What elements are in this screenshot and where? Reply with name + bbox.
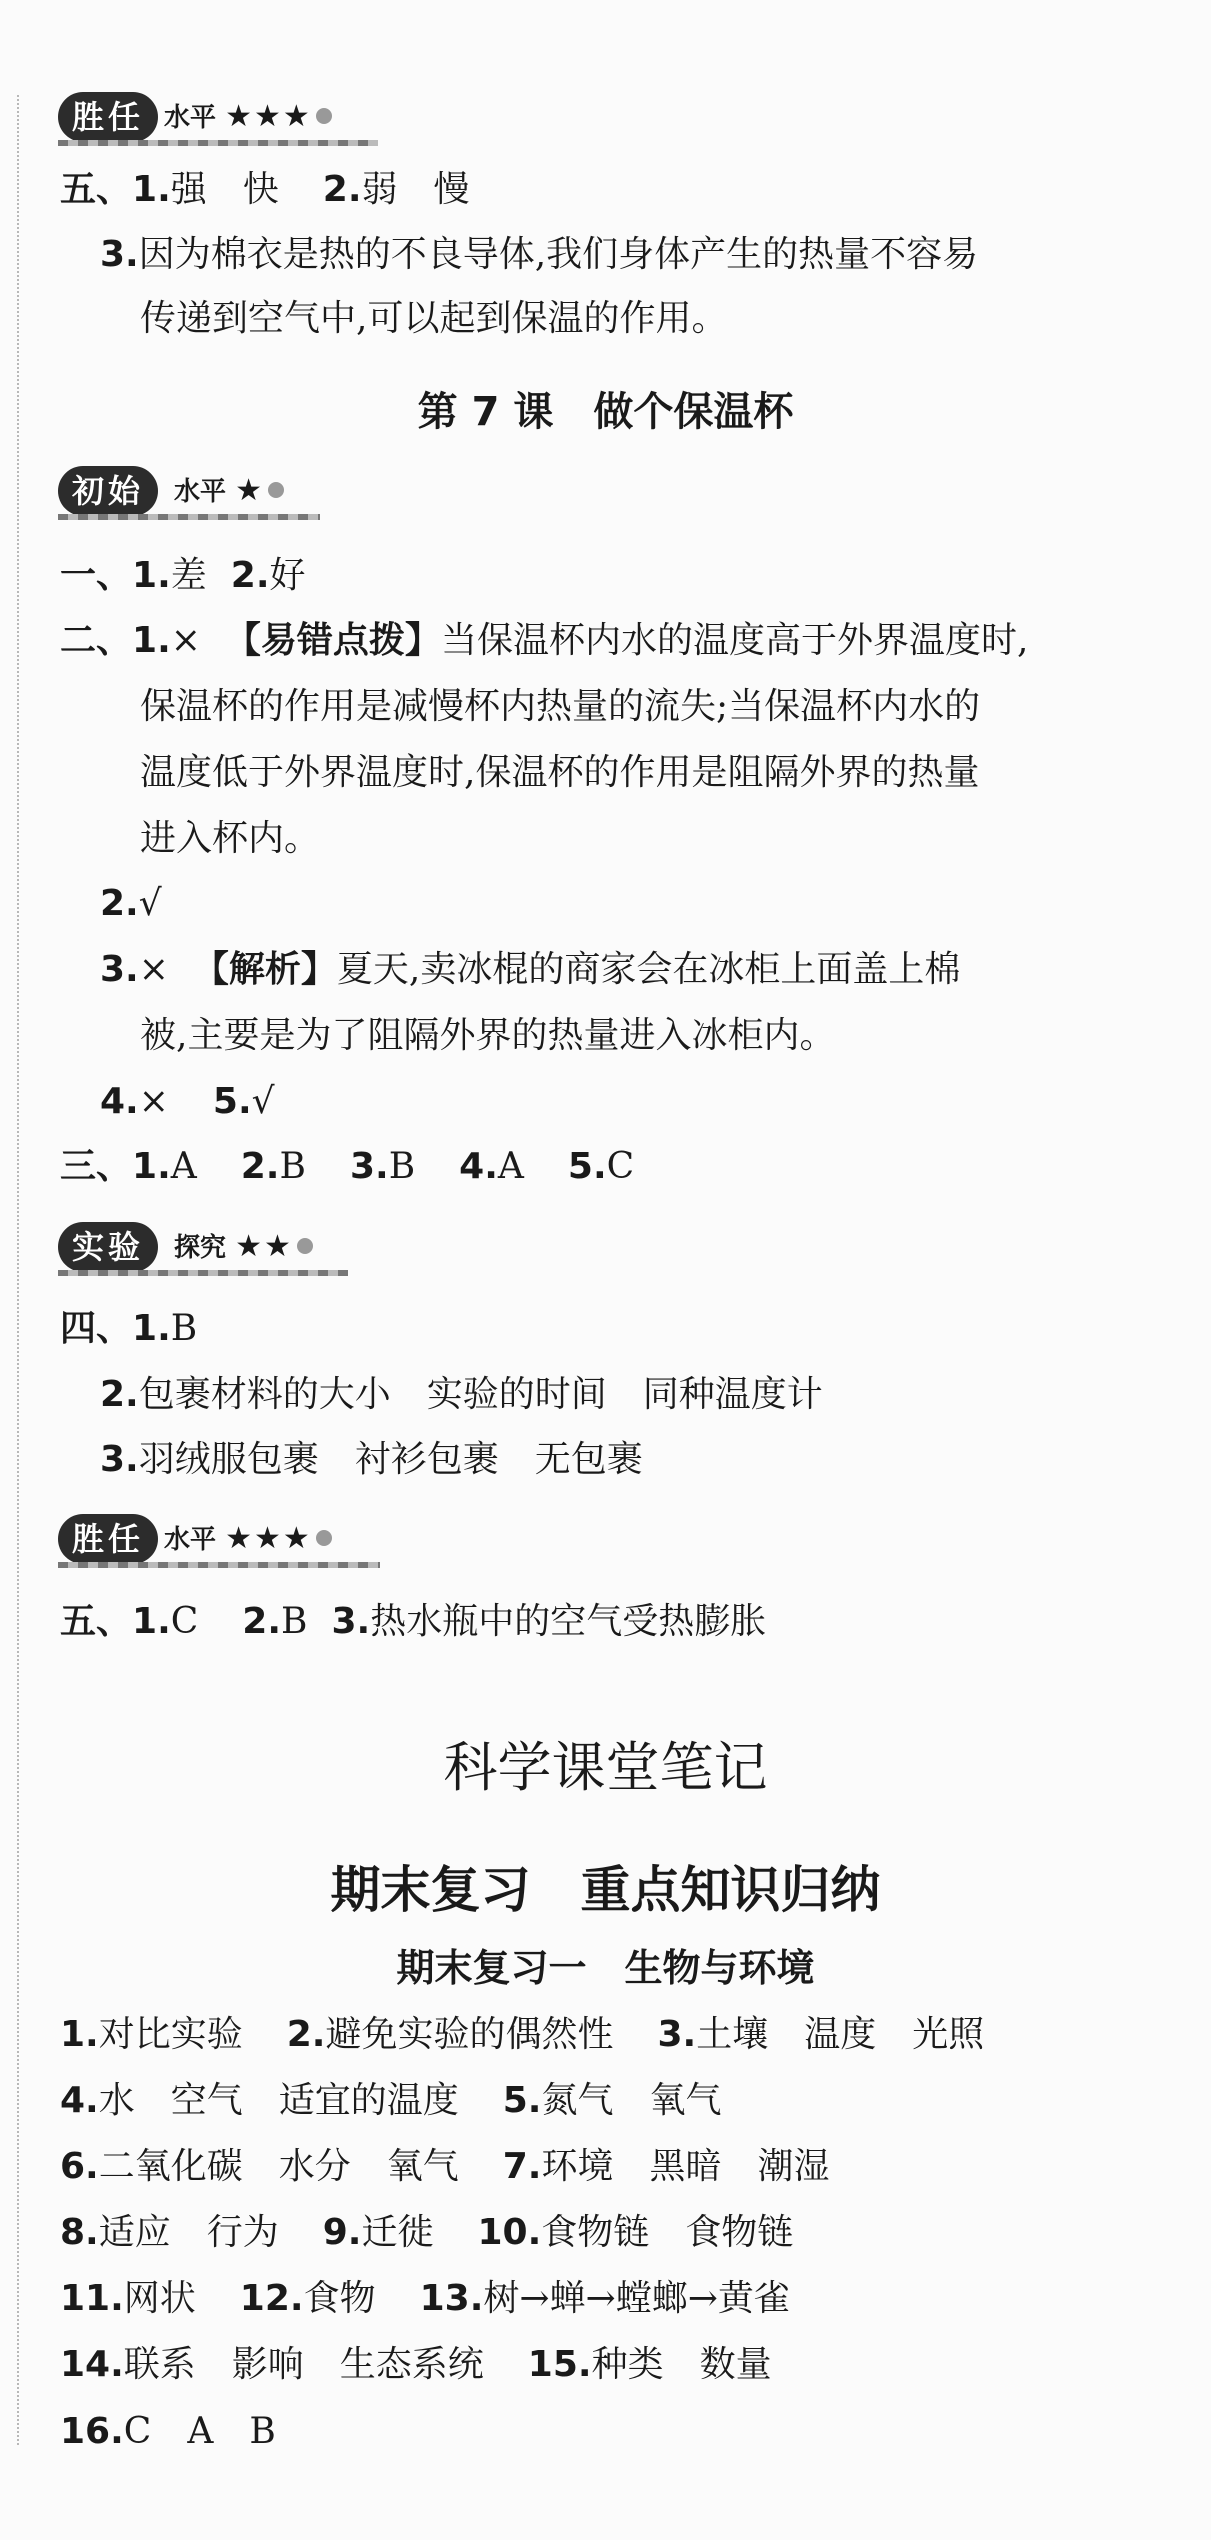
answer-line [100, 946, 960, 994]
item-number: 1. [132, 1308, 171, 1349]
answer-line [100, 231, 978, 279]
answer-text: 热水瓶中的空气受热膨胀 [370, 1601, 767, 1642]
answer-text: 氮气 氧气 [541, 2080, 722, 2121]
star-icons: ★★★ [225, 99, 312, 134]
badge-chushi-level [58, 466, 320, 522]
answer-text: 保温杯的作用是减慢杯内热量的流失;当保温杯内水的 [140, 686, 981, 727]
review-line [60, 2011, 984, 2059]
item-number: 2. [242, 1601, 282, 1642]
answer-text: 传递到空气中,可以起到保温的作用。 [140, 298, 728, 339]
answer-text: 联系 影响 生态系统 [123, 2344, 484, 2385]
answer-line [100, 1371, 823, 1419]
badge-label: 胜任 [58, 92, 158, 142]
badge-wave-underline [58, 140, 378, 146]
badge-level-text: 水平 [164, 1525, 217, 1555]
answer-text: 对比实验 [98, 2014, 243, 2055]
section-number: 二、 [60, 620, 133, 661]
answer-line [140, 815, 320, 863]
review-line [60, 2209, 793, 2257]
answer-text: 强 快 [170, 169, 279, 210]
answer-line [100, 1078, 275, 1126]
item-number: 6. [60, 2146, 99, 2187]
check-mark: √ [138, 883, 162, 924]
item-number: 13. [419, 2278, 484, 2319]
item-number: 2. [230, 555, 270, 596]
star-icons: ★ [235, 473, 264, 508]
item-number: 2. [240, 1146, 280, 1187]
section-number: 四、 [60, 1308, 133, 1349]
item-number: 11. [60, 2278, 124, 2319]
answer-text: 夏天,卖冰棍的商家会在冰柜上面盖上棉 [336, 949, 961, 990]
item-number: 8. [60, 2212, 99, 2253]
notes-title: 科学课堂笔记 [443, 1736, 768, 1799]
answer-text: B [388, 1146, 416, 1187]
answer-text: 进入杯内。 [140, 818, 321, 859]
item-number: 3. [100, 234, 139, 275]
item-number: 1. [132, 169, 171, 210]
badge-level-text: 探究 [174, 1233, 227, 1263]
item-number: 7. [502, 2146, 542, 2187]
badge-level [174, 468, 284, 515]
badge-level [164, 94, 332, 141]
item-number: 15. [527, 2344, 592, 2385]
item-number: 2. [286, 2014, 326, 2055]
answer-text: 被,主要是为了阻隔外界的热量进入冰柜内。 [140, 1015, 836, 1056]
section-number: 三、 [60, 1146, 133, 1187]
answer-text: 当保温杯内水的温度高于外界温度时, [440, 620, 1029, 661]
item-number: 3. [349, 1146, 389, 1187]
answer-text: 适应 行为 [98, 2212, 279, 2253]
cross-mark: × [138, 1081, 169, 1122]
item-number: 3. [100, 1439, 139, 1480]
section-number: 五、 [60, 1601, 133, 1642]
badge-wave-underline [58, 1270, 348, 1276]
item-number: 9. [322, 2212, 362, 2253]
answer-line [140, 1012, 835, 1060]
review-line [60, 2143, 830, 2191]
answer-text: B [170, 1308, 198, 1349]
answer-line [100, 1436, 643, 1484]
item-number: 14. [60, 2344, 124, 2385]
review-title: 期末复习 重点知识归纳 [330, 1861, 881, 1919]
answer-text: 温度低于外界温度时,保温杯的作用是阻隔外界的热量 [140, 752, 980, 793]
item-number: 2. [100, 1374, 139, 1415]
badge-level [164, 1516, 332, 1563]
check-mark: √ [251, 1081, 275, 1122]
review-subtitle: 期末复习一 生物与环境 [396, 1946, 815, 1990]
review-line [60, 2077, 722, 2125]
answer-text: 因为棉衣是热的不良导体,我们身体产生的热量不容易 [138, 234, 979, 275]
star-icons: ★★★ [225, 1521, 312, 1556]
answer-text: 弱 慢 [361, 169, 470, 210]
item-number: 1. [132, 1146, 171, 1187]
section-number: 五、 [60, 169, 133, 210]
answer-text: 包裹材料的大小 实验的时间 同种温度计 [138, 1374, 823, 1415]
item-number: 4. [459, 1146, 498, 1187]
badge-label: 胜任 [58, 1514, 158, 1564]
answer-text: 食物 [303, 2278, 376, 2319]
answer-text: 水 空气 适宜的温度 [98, 2080, 459, 2121]
answer-line [60, 1598, 766, 1646]
answer-line [140, 749, 979, 797]
item-number: 1. [60, 2014, 99, 2055]
answer-line [60, 166, 470, 214]
item-number: 4. [100, 1081, 139, 1122]
answer-text: 土壤 温度 光照 [696, 2014, 985, 2055]
item-number: 3. [100, 949, 139, 990]
answer-line [60, 1305, 197, 1353]
dot-icon [297, 1238, 313, 1254]
answer-text: C [606, 1146, 635, 1187]
star-icons: ★★ [235, 1229, 293, 1264]
item-number: 1. [132, 1601, 171, 1642]
answer-text: 树→蝉→螳螂→黄雀 [483, 2278, 790, 2319]
item-number: 5. [212, 1081, 252, 1122]
answer-text: 二氧化碳 水分 氧气 [98, 2146, 459, 2187]
answer-text: B [279, 1146, 306, 1187]
item-number: 2. [100, 883, 139, 924]
badge-level-text: 水平 [164, 103, 217, 133]
answer-text: 差 [170, 555, 207, 596]
item-number: 5. [502, 2080, 542, 2121]
answer-line [60, 617, 1028, 665]
item-number: 3. [657, 2014, 697, 2055]
item-number: 3. [331, 1601, 371, 1642]
item-number: 2. [322, 169, 362, 210]
analysis-tag: 【解析】 [192, 949, 337, 990]
badge-level-text: 水平 [174, 477, 227, 507]
margin-dotted-line [17, 95, 19, 2445]
answer-text: 食物链 食物链 [541, 2212, 794, 2253]
item-number: 1. [132, 555, 171, 596]
badge-shengren-level [58, 92, 378, 148]
answer-text: B [281, 1601, 308, 1642]
tip-tag: 【易错点拨】 [224, 620, 441, 661]
section-number: 一、 [60, 555, 133, 596]
dot-icon [316, 1530, 332, 1546]
badge-level [174, 1224, 313, 1271]
review-line [60, 2408, 276, 2456]
review-line [60, 2275, 790, 2323]
badge-shengren-level [58, 1514, 380, 1570]
answer-text: A [170, 1146, 197, 1187]
answer-text: 避免实验的偶然性 [325, 2014, 614, 2055]
item-number: 4. [60, 2080, 99, 2121]
answer-line [140, 295, 727, 343]
answer-text: A [497, 1146, 524, 1187]
badge-label: 初始 [58, 466, 158, 516]
lesson-title: 第 7 课 做个保温杯 [417, 389, 794, 435]
answer-line [140, 683, 980, 731]
item-number: 10. [477, 2212, 542, 2253]
badge-shiyan-level [58, 1222, 348, 1278]
item-number: 12. [239, 2278, 304, 2319]
item-number: 16. [60, 2411, 124, 2452]
item-number: 1. [132, 620, 171, 661]
answer-text: 种类 数量 [591, 2344, 772, 2385]
answer-text: C A B [123, 2411, 276, 2452]
answer-line [60, 1143, 634, 1191]
cross-mark: × [138, 949, 169, 990]
review-line [60, 2341, 772, 2389]
badge-wave-underline [58, 1562, 380, 1568]
answer-line [100, 880, 162, 928]
answer-text: 好 [269, 555, 306, 596]
answer-text: 迁徙 [361, 2212, 434, 2253]
dot-icon [268, 482, 284, 498]
answer-text: C [170, 1601, 199, 1642]
badge-wave-underline [58, 514, 320, 520]
answer-line [60, 552, 306, 600]
item-number: 5. [567, 1146, 607, 1187]
badge-label: 实验 [58, 1222, 158, 1272]
answer-text: 环境 黑暗 潮湿 [541, 2146, 830, 2187]
answer-text: 羽绒服包裹 衬衫包裹 无包裹 [138, 1439, 643, 1480]
answer-text: 网状 [123, 2278, 196, 2319]
dot-icon [316, 108, 332, 124]
cross-mark: × [170, 620, 201, 661]
